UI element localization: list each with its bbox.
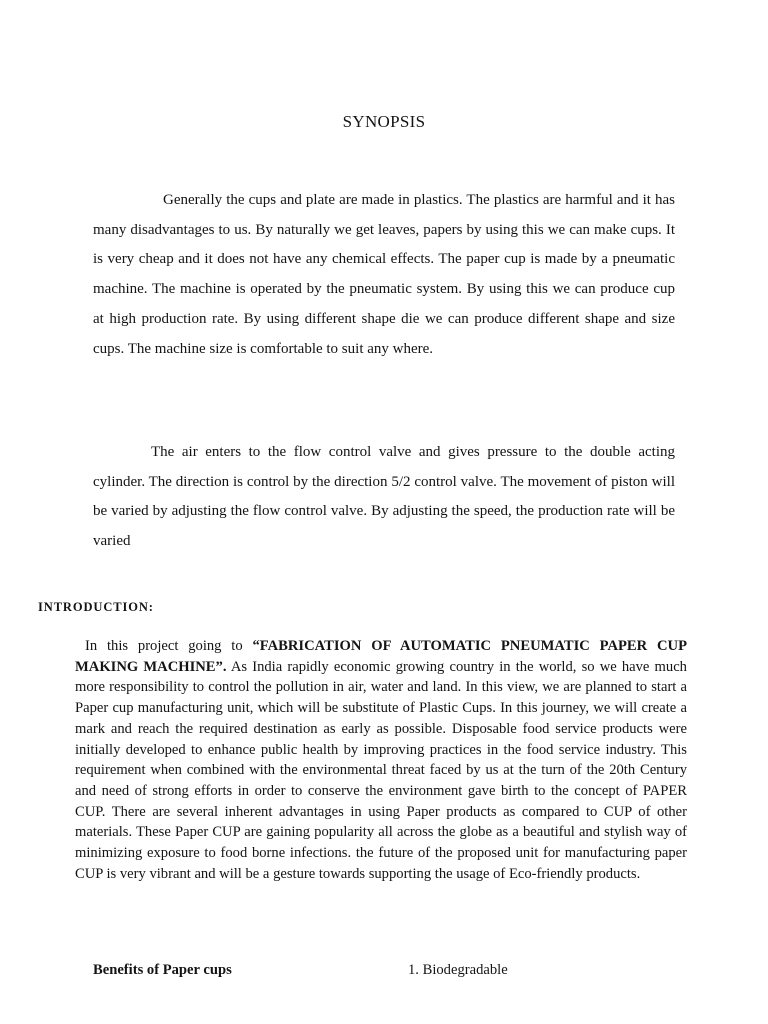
project-title: “FABRICATION OF AUTOMATIC PNEUMATIC PAPER CUP MAKING MACHINE”. [75, 638, 687, 675]
synopsis-paragraph-1: Generally the cups and plate are made in plastics. The plastics are harmful and it has many disadvantages to us. By naturally we get leaves, papers by using this we can make cups. It is very cheap and it does not have any chemical effects. The paper cup is made by a pneumatic machine. The machine is operated by the pneumatic system. By using this we can produce cup at high production rate. By using different shape die we can produce different shape and size cups. The machine size is comfortable to suit any where. [93, 192, 675, 357]
introduction-body: As India rapidly economic growing country in the world, so we have much more responsibility to control the pollution in air, water and land. In this view, we are planned to start a Paper cup manufacturing unit, which will be substitute of Plastic Cups. In this journey, we will create a mark and reach the required destination as early as possible. Disposable food service products were initially developed to enhance public health by improving practices in the food service industry. This requirement when combined with the environmental threat faced by us at the turn of the 20th Century and need of strong efforts in order to conserve the environment gave birth to the concept of PAPER CUP. There are several inherent advantages in using Paper products as compared to CUP of other materials. These Paper CUP are gaining popularity all across the globe as a beautiful and stylish way of minimizing exposure to food borne infections. the future of the proposed unit for manufacturing paper CUP is very vibrant and will be a gesture towards supporting the usage of Eco-friendly products. [75, 658, 687, 882]
introduction-lead: In this project going to [85, 638, 253, 654]
synopsis-title: SYNOPSIS [342, 112, 426, 131]
benefits-item-1: 1. Biodegradable [408, 962, 508, 978]
introduction-paragraph [75, 636, 687, 884]
introduction-heading: INTRODUCTION: [38, 600, 154, 614]
benefits-label: Benefits of Paper cups [93, 962, 232, 978]
synopsis-paragraph-2: The air enters to the flow control valve and gives pressure to the double acting cylinder. The direction is control by the direction 5/2 control valve. The movement of piston will be varied by adjusting the flow control valve. By adjusting the speed, the production rate will be varied [93, 444, 675, 550]
